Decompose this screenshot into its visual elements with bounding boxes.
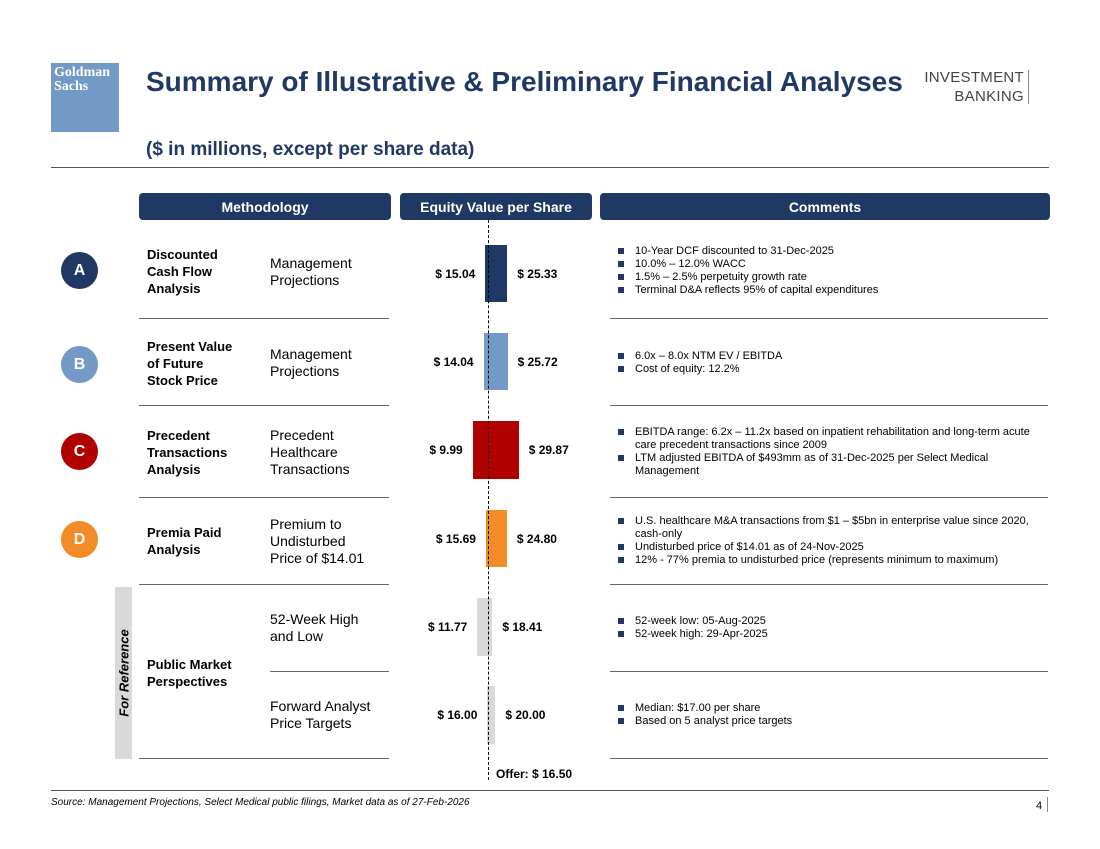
comments-precedent-transactions [618, 426, 1048, 478]
basis-precedent-transactions [270, 427, 350, 478]
basis-line: Healthcare [270, 444, 338, 460]
basis-line: Forward Analyst [270, 698, 371, 714]
methodology-dcf [147, 246, 218, 297]
range-bar [477, 598, 492, 656]
comments-dcf [618, 245, 1048, 297]
method-line: Stock Price [147, 373, 218, 388]
row-divider [139, 405, 389, 406]
ib-divider [1028, 70, 1029, 104]
row-divider [139, 584, 389, 585]
logo-line-2: Sachs [54, 79, 89, 94]
offer-price-label: Offer: $ 16.50 [496, 767, 573, 781]
basis-premia-paid [270, 516, 364, 567]
method-line: Transactions [147, 445, 228, 460]
row-divider [270, 671, 389, 672]
comment-item: EBITDA range: 6.2x – 11.2x based on inpatient rehabilitation and long-term acute care precedent transactions since 2009 [618, 426, 1048, 452]
comment-item: U.S. healthcare M&A transactions from $1 – $5bn in enterprise value since 2020, cash-only [618, 515, 1048, 541]
low-value-label: $ 9.99 [429, 443, 463, 457]
method-line: of Future [147, 356, 204, 371]
comment-item: LTM adjusted EBITDA of $493mm as of 31-Dec-2025 per Select Medical Management [618, 452, 1048, 478]
badge-d: D [61, 521, 98, 558]
row-divider [139, 318, 389, 319]
basis-line: Undisturbed [270, 533, 346, 549]
badge-c: C [61, 433, 98, 470]
high-value-label: $ 20.00 [505, 708, 546, 722]
basis-dcf [270, 255, 352, 289]
comment-item: 10-Year DCF discounted to 31-Dec-2025 [618, 245, 1048, 258]
footer-rule [51, 790, 1049, 791]
comment-item: Median: $17.00 per share [618, 702, 1048, 715]
high-value-label: $ 29.87 [528, 443, 569, 457]
row-divider [610, 405, 1048, 406]
method-line: Perspectives [147, 674, 228, 689]
basis-line: Transactions [270, 461, 350, 477]
basis-line: 52-Week High [270, 611, 359, 627]
ib-line-2: BANKING [954, 88, 1024, 105]
high-value-label: $ 25.33 [517, 266, 558, 281]
comment-item: 6.0x – 8.0x NTM EV / EBITDA [618, 350, 1048, 363]
comment-item: Undisturbed price of $14.01 as of 24-Nov-2025 [618, 541, 1048, 554]
badge-a: A [61, 252, 98, 289]
method-line: Discounted [147, 247, 218, 262]
methodology-public-market [147, 656, 232, 690]
method-line: Analysis [147, 462, 201, 477]
method-line: Analysis [147, 542, 201, 557]
basis-line: Projections [270, 363, 340, 379]
methodology-premia-paid [147, 524, 221, 558]
method-line: Cash Flow [147, 264, 213, 279]
row-divider [610, 758, 1048, 759]
method-line: Present Value [147, 339, 233, 354]
method-line: Premia Paid [147, 525, 222, 540]
row-divider [610, 671, 1048, 672]
basis-line: Precedent [270, 427, 334, 443]
comments-pv-future-price [618, 350, 1048, 376]
basis-line: and Low [270, 628, 323, 644]
basis-pv-future-price [270, 346, 352, 380]
comments-premia-paid [618, 515, 1048, 567]
low-value-label: $ 14.04 [433, 354, 474, 369]
low-value-label: $ 16.00 [437, 708, 478, 722]
for-reference-label: For Reference [116, 629, 132, 717]
comment-item: 1.5% – 2.5% perpetuity growth rate [618, 271, 1048, 284]
comment-item: 10.0% – 12.0% WACC [618, 258, 1048, 271]
low-value-label: $ 11.77 [427, 620, 468, 634]
row-divider [139, 497, 389, 498]
equity-value-header: Equity Value per Share [400, 193, 592, 220]
basis-line: Management [270, 346, 352, 362]
comment-item: Terminal D&A reflects 95% of capital expenditures [618, 284, 1048, 297]
comments-analyst-targets [618, 702, 1048, 728]
basis-analyst-targets [270, 698, 370, 732]
comment-item: Cost of equity: 12.2% [618, 363, 1048, 376]
row-divider [610, 497, 1048, 498]
header-rule [51, 167, 1049, 168]
logo-line-1: Goldman [54, 65, 111, 80]
comment-item: 12% - 77% premia to undisturbed price (represents minimum to maximum) [618, 554, 1048, 567]
comment-item: 52-week high: 29-Apr-2025 [618, 628, 1048, 641]
methodology-header: Methodology [139, 193, 391, 220]
investment-banking-label [920, 68, 1024, 106]
methodology-precedent-transactions [147, 427, 227, 478]
range-bar [473, 421, 519, 479]
methodology-pv-future-price [147, 338, 232, 389]
high-value-label: $ 24.80 [516, 531, 557, 546]
row-divider [139, 758, 389, 759]
low-value-label: $ 15.04 [435, 266, 476, 281]
page-subtitle: ($ in millions, except per share data) [146, 139, 475, 160]
range-bar [486, 510, 507, 567]
ib-line-1: INVESTMENT [924, 69, 1024, 86]
page-number: 4 [1036, 800, 1043, 812]
comments-52-week [618, 615, 1048, 641]
goldman-sachs-logo [51, 63, 119, 132]
page-title: Summary of Illustrative & Preliminary Financial Analyses [146, 66, 903, 97]
method-line: Public Market [147, 657, 232, 672]
comments-header: Comments [600, 193, 1050, 220]
offer-price-line [488, 220, 489, 780]
low-value-label: $ 15.69 [435, 531, 476, 546]
basis-line: Management [270, 255, 352, 271]
method-line: Precedent [147, 428, 210, 443]
row-divider [610, 584, 1048, 585]
comment-item: 52-week low: 05-Aug-2025 [618, 615, 1048, 628]
comment-item: Based on 5 analyst price targets [618, 715, 1048, 728]
basis-52-week [270, 611, 358, 645]
method-line: Analysis [147, 281, 201, 296]
basis-line: Premium to [270, 516, 342, 532]
high-value-label: $ 25.72 [517, 354, 558, 369]
row-divider [610, 318, 1048, 319]
basis-line: Projections [270, 272, 340, 288]
badge-b: B [61, 346, 98, 383]
page-number-divider [1047, 797, 1048, 812]
basis-line: Price of $14.01 [270, 550, 365, 566]
basis-line: Price Targets [270, 715, 352, 731]
high-value-label: $ 18.41 [502, 620, 543, 634]
source-note: Source: Management Projections, Select Medical public filings, Market data as of 27-Feb-2026 [51, 797, 470, 808]
